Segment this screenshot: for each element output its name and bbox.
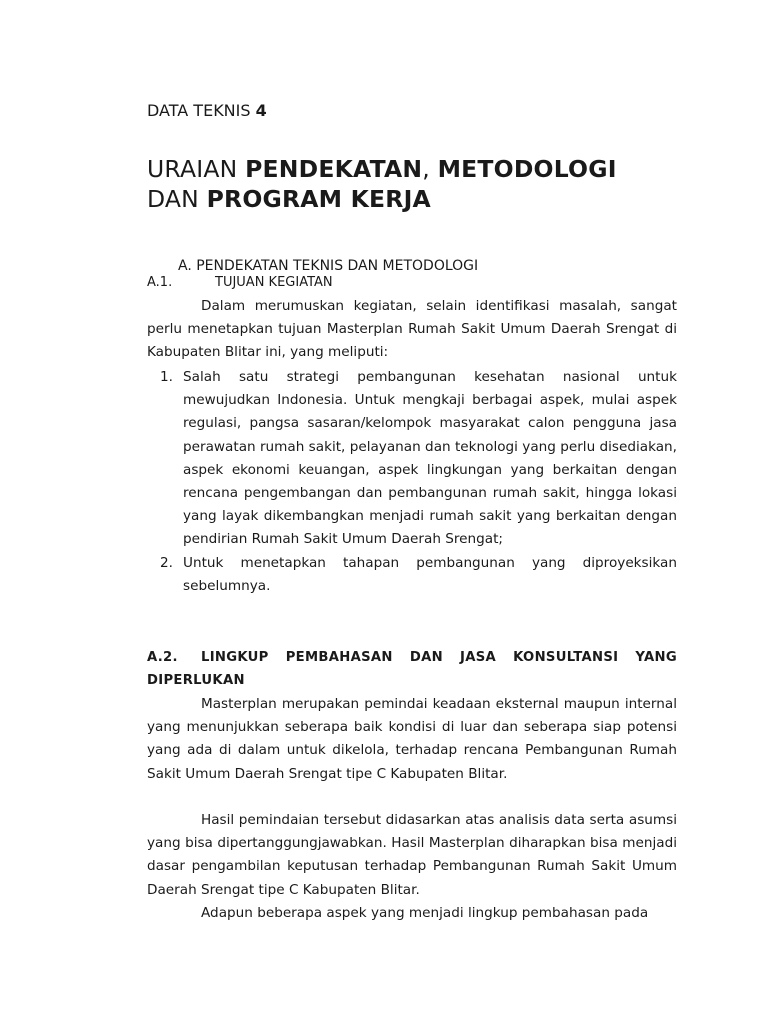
title-line1-plain: URAIAN bbox=[147, 155, 246, 183]
subsection-a2-title: LINGKUP PEMBAHASAN DAN JASA KONSULTANSI YANG DIPERLUKAN bbox=[147, 650, 677, 689]
title-line2-plain: DAN bbox=[147, 185, 207, 213]
subsection-a2-heading bbox=[147, 646, 677, 692]
subsection-a1-title: TUJUAN KEGIATAN bbox=[215, 275, 333, 290]
a2-paragraph-2: Hasil pemindaian tersebut didasarkan atas analisis data serta asumsi yang bisa dipertanggungjawabkan. Hasil Masterplan diharapkan bisa menjadi dasar pengambilan keputusan terhadap Pembangunan Rumah Sakit Umum Daerah Srengat tipe C Kabupaten Blitar. bbox=[147, 812, 677, 898]
list-item-text: Salah satu strategi pembangunan kesehatan nasional untuk mewujudkan Indonesia. Untuk mengkaji berbagai aspek, mulai aspek regulasi, pangsa sasaran/kelompok masyarakat calon pengguna jasa perawatan rumah sakit, pelayanan dan teknologi yang perlu disediakan, aspek ekonomi keuangan, aspek lingkungan yang berkaitan dengan rencana pengembangan dan pembangunan rumah sakit, hingga lokasi yang layak dikembangkan menjadi rumah sakit yang berkaitan dengan pendirian Rumah Sakit Umum Daerah Srengat; bbox=[183, 369, 677, 548]
a2-paragraph-3: Adapun beberapa aspek yang menjadi lingkup pembahasan pada bbox=[201, 905, 649, 921]
title-line-1 bbox=[147, 154, 617, 184]
a1-intro-paragraph: Dalam merumuskan kegiatan, selain identifikasi masalah, sangat perlu menetapkan tujuan Masterplan Rumah Sakit Umum Daerah Srengat di Kabupaten Blitar ini, yang meliputi: bbox=[147, 298, 677, 361]
list-item-text: Untuk menetapkan tahapan pembangunan yang diproyeksikan sebelumnya. bbox=[183, 554, 677, 594]
title-line1-bold: PENDEKATAN bbox=[245, 155, 423, 183]
section-a-heading: A. PENDEKATAN TEKNIS DAN METODOLOGI bbox=[178, 258, 479, 274]
title-line-2 bbox=[147, 184, 617, 214]
list-item bbox=[147, 552, 677, 598]
document-label-prefix: DATA TEKNIS bbox=[147, 101, 256, 120]
title-line1-bold2: METODOLOGI bbox=[437, 155, 617, 183]
list-item-marker: 2. bbox=[160, 554, 173, 571]
list-item bbox=[147, 366, 677, 552]
document-label bbox=[147, 101, 267, 120]
subsection-a2-number: A.2. bbox=[147, 650, 178, 665]
document-title bbox=[147, 154, 617, 214]
subsection-a1-heading bbox=[147, 275, 333, 290]
a1-objectives-list bbox=[147, 366, 677, 598]
subsection-a1-number: A.1. bbox=[147, 275, 173, 290]
list-item-marker: 1. bbox=[160, 369, 173, 385]
title-line2-bold: PROGRAM KERJA bbox=[206, 185, 431, 213]
document-label-number: 4 bbox=[255, 101, 267, 120]
title-line1-separator: , bbox=[422, 155, 438, 183]
a2-paragraph-1: Masterplan merupakan pemindai keadaan eksternal maupun internal yang menunjukkan seberapa baik kondisi di luar dan seberapa siap potensi yang ada di dalam untuk dikelola, terhadap rencana Pembangunan Rumah Sakit Umum Daerah Srengat tipe C Kabupaten Blitar. bbox=[147, 696, 677, 782]
